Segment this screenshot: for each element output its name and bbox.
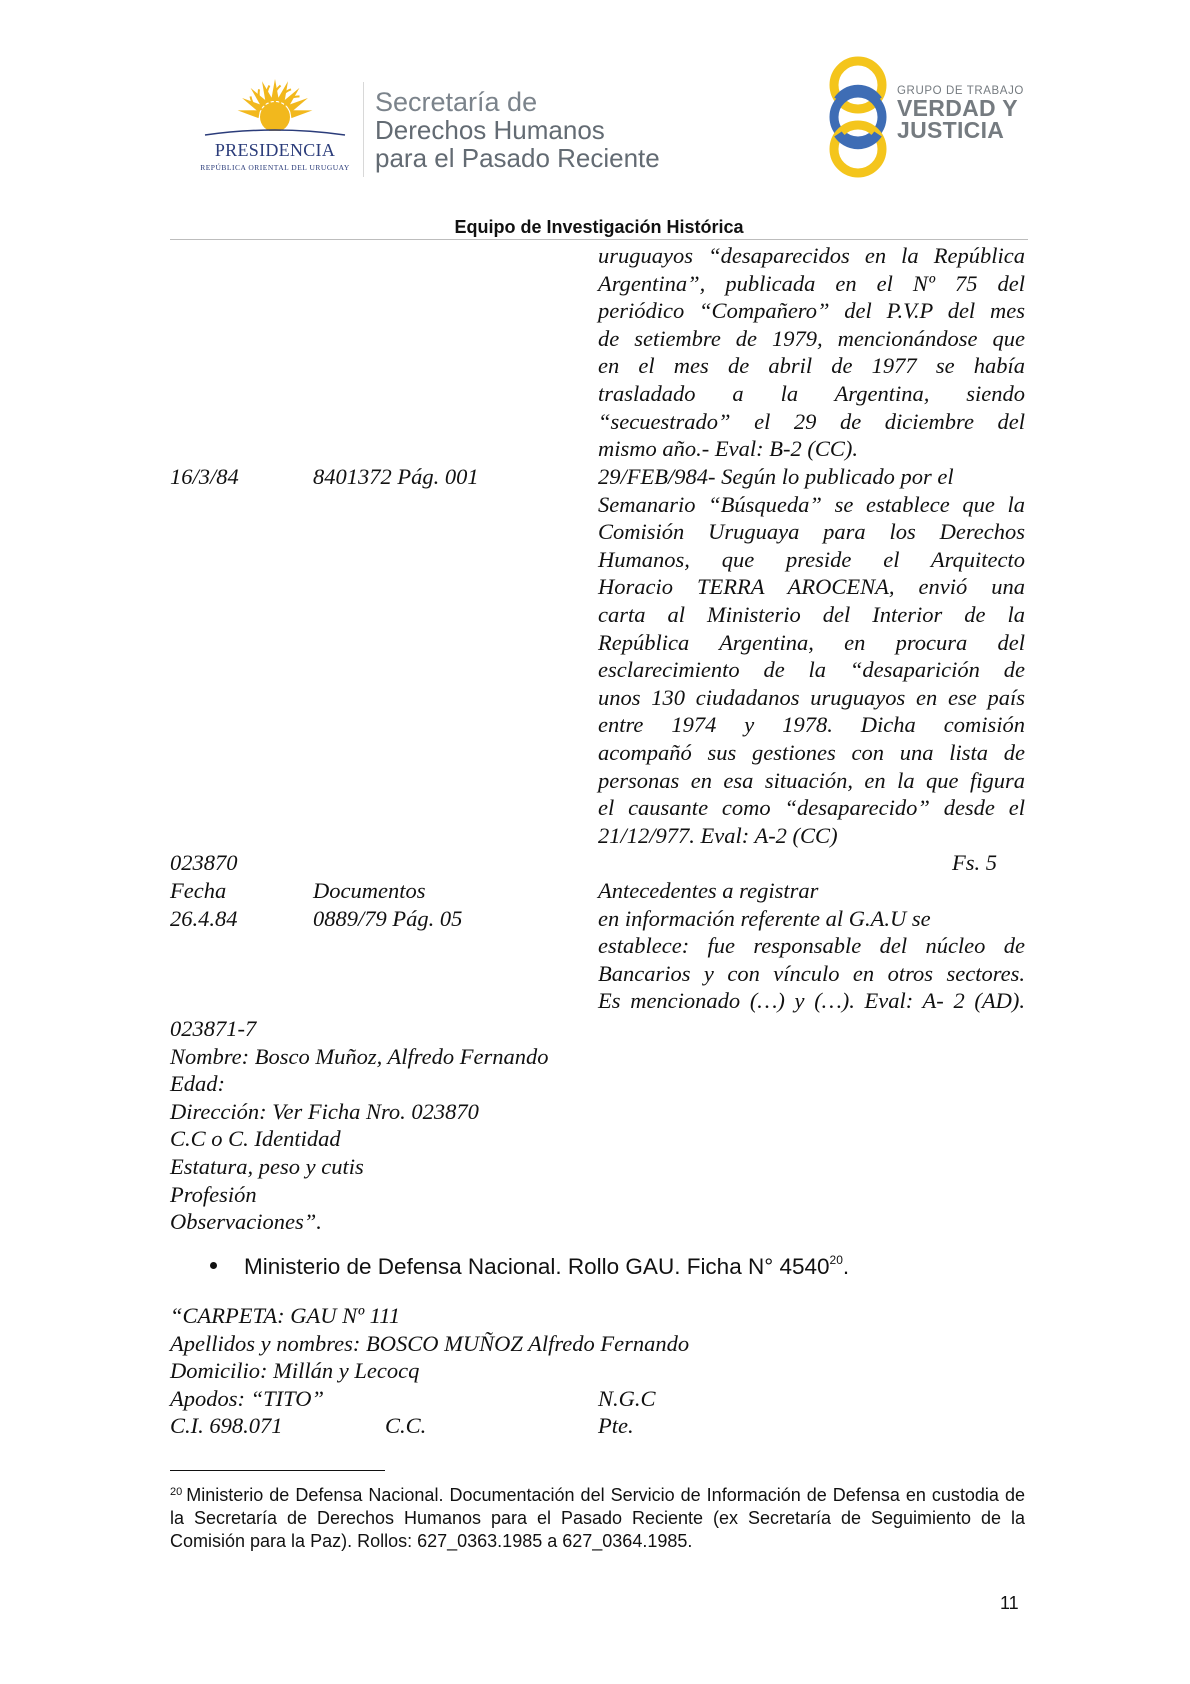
carpeta-cc: C.C.: [385, 1413, 427, 1439]
entry-document: 8401372 Pág. 001: [313, 464, 479, 489]
column-header-documentos: Documentos: [313, 878, 426, 903]
continued-line: “secuestrado” el 29 de diciembre del: [598, 408, 1025, 434]
column-header-antecedentes: Antecedentes a registrar: [598, 878, 819, 903]
entry-line: entre 1974 y 1978. Dicha comisión: [598, 712, 1025, 738]
page-number: 11: [1000, 1593, 1019, 1613]
entry-line: esclarecimiento de la “desaparición de: [598, 657, 1025, 683]
secretaria-logo-text: [375, 88, 660, 172]
footnote-reference[interactable]: 20: [829, 1253, 843, 1267]
entry-line: Humanos, que preside el Arquitecto: [598, 546, 1025, 572]
presidencia-title: PRESIDENCIA: [214, 140, 336, 160]
carpeta-line: Domicilio: Millán y Lecocq: [170, 1358, 420, 1384]
ficha2-line: C.C o C. Identidad: [170, 1126, 341, 1152]
entry-line: Horacio TERRA AROCENA, envió una: [598, 574, 1025, 600]
grupo-line-2: VERDAD Y: [897, 95, 1018, 121]
continued-line: trasladado a la Argentina, siendo: [598, 381, 1025, 406]
ficha2-line: Estatura, peso y cutis: [170, 1154, 364, 1179]
footnote-text: Ministerio de Defensa Nacional. Documentación del Servicio de Información de Defensa en custodia de la Secretaría de Derechos Humanos para el Pasado Reciente (ex Secretaría de Seguimiento de la Comisión para la Paz). Rollos: 627_0363.1985 a 627_0364.1985.: [170, 1485, 1025, 1551]
entry-line: Comisión Uruguaya para los Derechos: [598, 519, 1025, 545]
ficha-line: establece: fue responsable del núcleo de: [598, 933, 1025, 959]
continued-line: uruguayos “desaparecidos en la República: [598, 243, 1025, 268]
carpeta-ngc: N.G.C: [598, 1385, 656, 1411]
ficha2-line: Nombre: Bosco Muñoz, Alfredo Fernando: [170, 1043, 549, 1069]
ficha-number: 023870: [170, 850, 238, 875]
bullet-icon: [210, 1262, 217, 1269]
secretaria-line-3: para el Pasado Reciente: [375, 143, 660, 173]
entry-line: República Argentina, en procura del: [598, 629, 1025, 655]
bullet-heading-trailing: .: [842, 1254, 850, 1279]
ficha2-line: Profesión: [170, 1181, 257, 1207]
ficha-date: 26.4.84: [170, 905, 238, 931]
carpeta-pte: Pte.: [598, 1413, 634, 1439]
ficha-line: en información referente al G.A.U se: [598, 905, 931, 931]
presidencia-subtitle: REPÚBLICA ORIENTAL DEL URUGUAY: [200, 163, 350, 172]
ficha2-line: Edad:: [170, 1071, 225, 1097]
column-header-fecha: Fecha: [170, 878, 227, 903]
entry-line: 21/12/977. Eval: A-2 (CC): [598, 822, 838, 848]
continued-line: en el mes de abril de 1977 se había: [598, 353, 1025, 379]
linked-rings-icon: [825, 55, 895, 180]
entry-date: 16/3/84: [170, 464, 239, 489]
logo-divider: [363, 82, 364, 177]
footnote-number: 20: [170, 1486, 183, 1498]
bullet-heading: [244, 1253, 849, 1280]
team-title: Equipo de Investigación Histórica: [454, 217, 744, 237]
ficha2-line: Observaciones”.: [170, 1209, 322, 1235]
continued-line: mismo año.- Eval: B-2 (CC).: [598, 436, 858, 462]
verdad-justicia-logo: [825, 55, 1030, 180]
grupo-line-3: JUSTICIA: [897, 117, 1005, 143]
footnote: [170, 1481, 1025, 1553]
continued-line: Argentina”, publicada en el Nº 75 del: [598, 270, 1025, 296]
ficha-line: Es mencionado (…) y (…). Eval: A- 2 (AD).: [598, 988, 1025, 1014]
carpeta-apodos: Apodos: “TITO”: [170, 1385, 325, 1411]
verdad-justicia-text: [897, 85, 1024, 141]
ficha2-line: Dirección: Ver Ficha Nro. 023870: [170, 1098, 479, 1124]
bullet-heading-text: Ministerio de Defensa Nacional. Rollo GAU. Ficha N° 4540: [244, 1254, 830, 1279]
continued-line: de setiembre de 1979, mencionándose que: [598, 325, 1025, 351]
carpeta-line: Apellidos y nombres: BOSCO MUÑOZ Alfredo Fernando: [170, 1330, 690, 1356]
ficha-line: Bancarios y con vínculo en otros sectores.: [598, 960, 1025, 986]
carpeta-ci: C.I. 698.071: [170, 1413, 283, 1439]
ficha2-line: 023871-7: [170, 1016, 257, 1041]
ficha-document: 0889/79 Pág. 05: [313, 905, 463, 931]
grupo-line-1: GRUPO DE TRABAJO: [897, 85, 1024, 97]
sun-icon: [195, 75, 355, 145]
secretaria-line-2: Derechos Humanos: [375, 115, 605, 145]
carpeta-line: “CARPETA: GAU Nº 111: [170, 1303, 401, 1328]
continued-line: periódico “Compañero” del P.V.P del mes: [598, 298, 1025, 324]
ficha-folio: Fs. 5: [952, 850, 997, 875]
entry-line: acompañó sus gestiones con una lista de: [598, 740, 1025, 765]
footnote-rule: [170, 1470, 385, 1471]
entry-line: el causante como “desaparecido” desde el: [598, 795, 1025, 821]
presidencia-logo: [195, 75, 355, 180]
entry-line: 29/FEB/984- Según lo publicado por el: [598, 464, 954, 489]
header-rule: [170, 239, 1028, 240]
entry-line: Semanario “Búsqueda” se establece que la: [598, 491, 1025, 517]
secretaria-line-1: Secretaría de: [375, 87, 538, 117]
entry-line: unos 130 ciudadanos uruguayos en ese país: [598, 684, 1025, 710]
entry-line: personas en esa situación, en la que figura: [598, 767, 1025, 793]
entry-line: carta al Ministerio del Interior de la: [598, 602, 1025, 627]
